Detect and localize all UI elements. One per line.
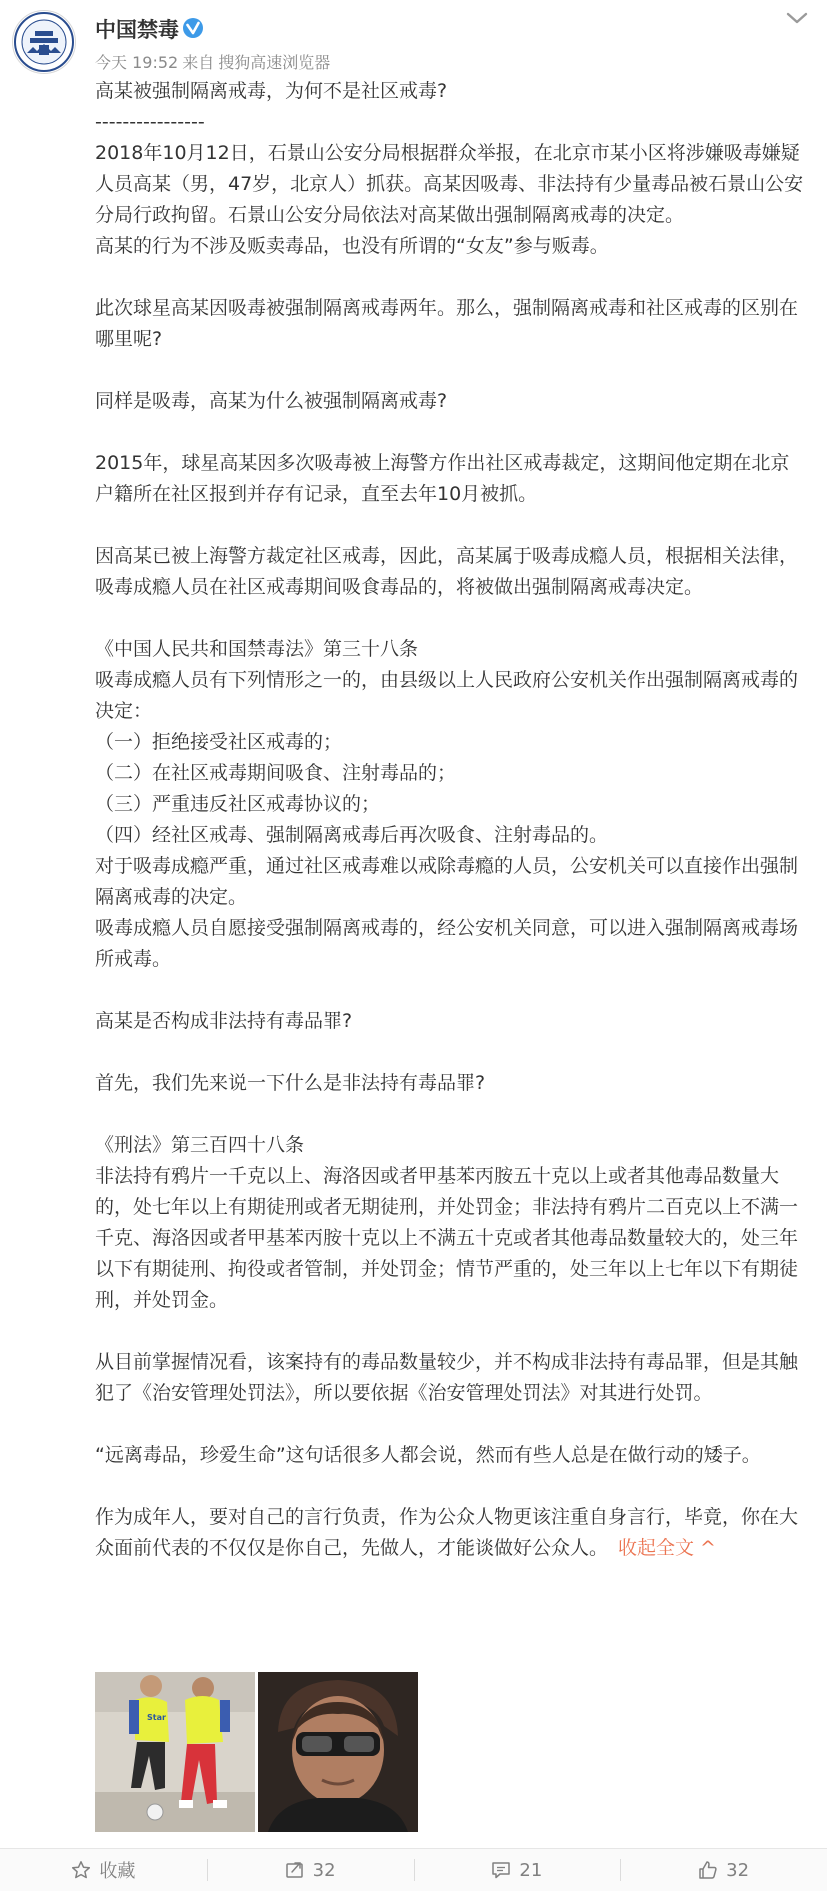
collapse-full-text-link[interactable] — [618, 1537, 716, 1559]
paragraph-text: 高某的行为不涉及贩卖毒品，也没有所谓的“女友”参与贩毒。 — [95, 235, 609, 257]
like-icon — [698, 1860, 718, 1880]
repost-count: 32 — [312, 1859, 336, 1881]
paragraph-spacer — [95, 355, 807, 386]
post-paragraph — [95, 1130, 807, 1161]
paragraph-text: 2018年10月12日，石景山公安分局根据群众举报，在北京市某小区将涉嫌吸毒嫌疑人员高某（男，47岁，北京人）抓获。高某因吸毒、非法持有少量毒品被石景山公安分局行政拘留。石景山公安分局依法对高某做出强制隔离戒毒的决定。 — [95, 142, 804, 226]
svg-text:Star: Star — [147, 1713, 166, 1722]
paragraph-spacer — [95, 1099, 807, 1130]
paragraph-text: 《中国人民共和国禁毒法》第三十八条 — [95, 638, 419, 660]
paragraph-spacer — [95, 1409, 807, 1440]
chevron-up-icon: ^ — [700, 1537, 716, 1559]
paragraph-spacer — [95, 1037, 807, 1068]
paragraph-text: 对于吸毒成瘾严重，通过社区戒毒难以戒除毒瘾的人员，公安机关可以直接作出强制隔离戒毒的决定。 — [95, 855, 799, 908]
paragraph-text: 因高某已被上海警方裁定社区戒毒，因此，高某属于吸毒成瘾人员，根据相关法律，吸毒成瘾人员在社区戒毒期间吸食毒品的，将被做出强制隔离戒毒决定。 — [95, 545, 799, 598]
post-paragraph — [95, 634, 807, 665]
avatar[interactable] — [12, 10, 76, 74]
author-name[interactable]: 中国禁毒 — [95, 18, 179, 42]
post-paragraph — [95, 727, 807, 758]
post-meta — [95, 50, 334, 73]
post-paragraph — [95, 231, 807, 262]
post-paragraph — [95, 76, 807, 107]
paragraph-text: 高某被强制隔离戒毒，为何不是社区戒毒? — [95, 80, 448, 102]
post-paragraph — [95, 1161, 807, 1316]
portrait-image — [258, 1672, 418, 1832]
comment-icon — [491, 1860, 511, 1880]
paragraph-spacer — [95, 975, 807, 1006]
like-button[interactable] — [620, 1849, 827, 1891]
paragraph-text: 此次球星高某因吸毒被强制隔离戒毒两年。那么，强制隔离戒毒和社区戒毒的区别在哪里呢? — [95, 297, 799, 350]
comment-button[interactable] — [414, 1849, 621, 1891]
paragraph-spacer — [95, 1471, 807, 1502]
favorite-button[interactable] — [0, 1849, 207, 1891]
post-paragraph — [95, 851, 807, 913]
paragraph-spacer — [95, 603, 807, 634]
post-paragraph — [95, 1006, 807, 1037]
paragraph-text: 高某是否构成非法持有毒品罪? — [95, 1010, 353, 1032]
paragraph-text: 吸毒成瘾人员有下列情形之一的，由县级以上人民政府公安机关作出强制隔离戒毒的决定： — [95, 669, 799, 722]
paragraph-text: 同样是吸毒，高某为什么被强制隔离戒毒? — [95, 390, 448, 412]
paragraph-text: ---------------- — [95, 111, 205, 133]
post-paragraph — [95, 293, 807, 355]
post-image-1[interactable] — [95, 1672, 255, 1832]
paragraph-text: （四）经社区戒毒、强制隔离戒毒后再次吸食、注射毒品的。 — [95, 824, 609, 846]
post-paragraph — [95, 1502, 807, 1564]
paragraph-text: 非法持有鸦片一千克以上、海洛因或者甲基苯丙胺五十克以上或者其他毒品数量大的，处七年以上有期徒刑或者无期徒刑，并处罚金；非法持有鸦片二百克以上不满一千克、海洛因或者甲基苯丙胺十克以上不满五十克或者其他毒品数量较大的，处三年以下有期徒刑、拘役或者管制，并处罚金；情节严重的，处三年以上七年以下有期徒刑，并处罚金。 — [95, 1165, 799, 1311]
verified-icon — [182, 17, 204, 39]
like-count: 32 — [726, 1859, 750, 1881]
post-toolbar — [0, 1848, 827, 1891]
post-body — [95, 76, 807, 1564]
repost-button[interactable] — [207, 1849, 414, 1891]
source-prefix: 来自 — [182, 53, 215, 72]
paragraph-text: （三）严重违反社区戒毒协议的； — [95, 793, 381, 815]
post-paragraph — [95, 1440, 807, 1471]
football-player-image — [95, 1672, 255, 1832]
paragraph-text: 吸毒成瘾人员自愿接受强制隔离戒毒的，经公安机关同意，可以进入强制隔离戒毒场所戒毒。 — [95, 917, 799, 970]
paragraph-text: 2015年，球星高某因多次吸毒被上海警方作出社区戒毒裁定，这期间他定期在北京户籍所在社区报到并存有记录，直至去年10月被抓。 — [95, 452, 790, 505]
post-paragraph — [95, 758, 807, 789]
post-paragraph — [95, 1068, 807, 1099]
post-source[interactable]: 搜狗高速浏览器 — [218, 53, 331, 72]
post-paragraph — [95, 448, 807, 510]
paragraph-spacer — [95, 1316, 807, 1347]
paragraph-text: 《刑法》第三百四十八条 — [95, 1134, 305, 1156]
post-paragraph — [95, 1347, 807, 1409]
post-paragraph — [95, 107, 807, 138]
comment-count: 21 — [519, 1859, 543, 1881]
post-paragraph — [95, 913, 807, 975]
repost-icon — [285, 1860, 305, 1880]
paragraph-spacer — [95, 262, 807, 293]
collapse-label: 收起全文 — [618, 1537, 695, 1559]
post-paragraph — [95, 820, 807, 851]
post-paragraph — [95, 665, 807, 727]
post-paragraph — [95, 541, 807, 603]
paragraph-spacer — [95, 510, 807, 541]
paragraph-spacer — [95, 417, 807, 448]
post-paragraph — [95, 789, 807, 820]
star-icon — [71, 1860, 91, 1880]
logo-icon — [13, 11, 75, 73]
paragraph-text: （二）在社区戒毒期间吸食、注射毒品的； — [95, 762, 457, 784]
paragraph-text: “远离毒品，珍爱生命”这句话很多人都会说，然而有些人总是在做行动的矮子。 — [95, 1444, 761, 1466]
chevron-down-icon[interactable] — [783, 8, 811, 28]
post-time[interactable]: 今天 19:52 — [95, 53, 179, 72]
paragraph-text: 从目前掌握情况看，该案持有的毒品数量较少，并不构成非法持有毒品罪，但是其触犯了《治安管理处罚法》，所以要依据《治安管理处罚法》对其进行处罚。 — [95, 1351, 799, 1404]
paragraph-text: （一）拒绝接受社区戒毒的； — [95, 731, 343, 753]
post-paragraph — [95, 386, 807, 417]
paragraph-text: 作为成年人，要对自己的言行负责，作为公众人物更该注重自身言行，毕竟，你在大众面前代表的不仅仅是你自己，先做人，才能谈做好公众人。 — [95, 1506, 799, 1559]
favorite-label: 收藏 — [99, 1861, 136, 1882]
post-paragraph — [95, 138, 807, 231]
post-image-2[interactable] — [258, 1672, 418, 1832]
paragraph-text: 首先，我们先来说一下什么是非法持有毒品罪? — [95, 1072, 486, 1094]
